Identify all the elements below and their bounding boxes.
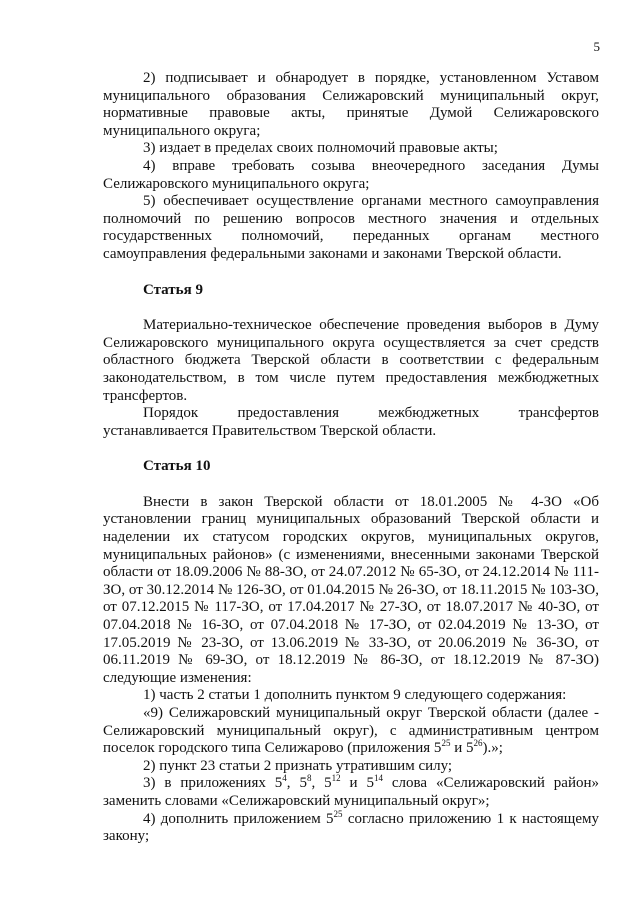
quote-text: ).»; (482, 740, 503, 757)
amendment-item-4 (103, 808, 599, 846)
page-number: 5 (593, 39, 600, 54)
article-9-paragraph: Порядок предоставления межбюджетных трансфертов устанавливается Правительством Тверской области. (103, 405, 599, 439)
list-item: 4) вправе требовать созыва внеочередного заседания Думы Селижаровского муниципального округа; (103, 157, 599, 192)
quote-text: и 5 (450, 740, 474, 757)
superscript: 4 (282, 773, 287, 784)
article-10-intro: Внести в закон Тверской области от 18.01.2005 № 4-ЗО «Об установлении границ муниципальных образований Тверской области и наделении их статусом городских округов, муниципальных округов, муниципальных районов» (с изменениями, внесенными законами Тверской области от 18.09.2006 № 88-ЗО, от 24.07.2012 № 65-ЗО, от 24.12.2014 № 111-ЗО, от 30.12.2014 № 126-ЗО, от 01.04.2015 № 26-ЗО, от 18.11.2015 № 103-ЗО, от 07.12.2015 № 117-ЗО, от 17.04.2017 № 27-ЗО, от 18.07.2017 № 40-ЗО, от 07.04.2018 № 16-ЗО, от 07.04.2018 № 17-ЗО, от 02.04.2019 № 13-ЗО, от 17.05.2019 № 23-ЗО, от 13.06.2019 № 33-ЗО, от 20.06.2019 № 36-ЗО, от 06.11.2019 № 69-ЗО, от 18.12.2019 № 86-ЗО, от 18.12.2019 № 87-ЗО) следующие изменения: (103, 493, 599, 686)
document-body (103, 70, 599, 846)
item-text: и 5 (340, 775, 374, 792)
item-text: 3) в приложениях 5 (143, 775, 283, 792)
superscript: 8 (306, 773, 312, 784)
amendment-quote (103, 705, 599, 758)
superscript: 25 (441, 738, 451, 749)
amendment-item-1: 1) часть 2 статьи 1 дополнить пунктом 9 следующего содержания: (143, 687, 567, 704)
amendment-item-3 (103, 775, 599, 810)
list-item: 3) издает в пределах своих полномочий правовые акты; (143, 140, 498, 157)
article-9-paragraph: Материально-техническое обеспечение проведения выборов в Думу Селижаровского муниципального округа осуществляется за счет средств областного бюджета Тверской области в соответствии с федеральным законодательством, в том числе путем предоставления межбюджетных трансфертов. (103, 317, 599, 404)
article-9-heading: Статья 9 (143, 281, 203, 298)
item-text: , 5 (311, 775, 332, 792)
list-item: 2) подписывает и обнародует в порядке, установленном Уставом муниципального образования Селижаровский муниципальный округ, нормативные правовые акты, принятые Думой Селижаровского муниципального округа; (103, 70, 599, 139)
item-text: слова «Селижаровский район» заменить словами «Селижаровский муниципальный округ»; (103, 775, 600, 809)
item-text: , 5 (286, 775, 307, 792)
amendment-item-2: 2) пункт 23 статьи 2 признать утратившим силу; (143, 757, 453, 774)
item-text: 4) дополнить приложением 5 (143, 810, 334, 827)
superscript: 12 (331, 773, 341, 784)
superscript: 25 (333, 808, 343, 819)
item-text: согласно приложению 1 к настоящему закону; (103, 810, 599, 845)
article-10-heading: Статья 10 (143, 458, 211, 475)
superscript: 14 (373, 773, 383, 784)
quote-text: «9) Селижаровский муниципальный округ Тверской области (далее - Селижаровский муниципальный округ), с административным центром поселок городского типа Селижарово (приложения 5 (103, 705, 599, 757)
superscript: 26 (473, 738, 483, 749)
list-item: 5) обеспечивает осуществление органами местного самоуправления полномочий по решению вопросов местного значения и отдельных государственных полномочий, переданных органам местного самоуправления федеральными законами и законами Тверской области. (103, 193, 599, 262)
